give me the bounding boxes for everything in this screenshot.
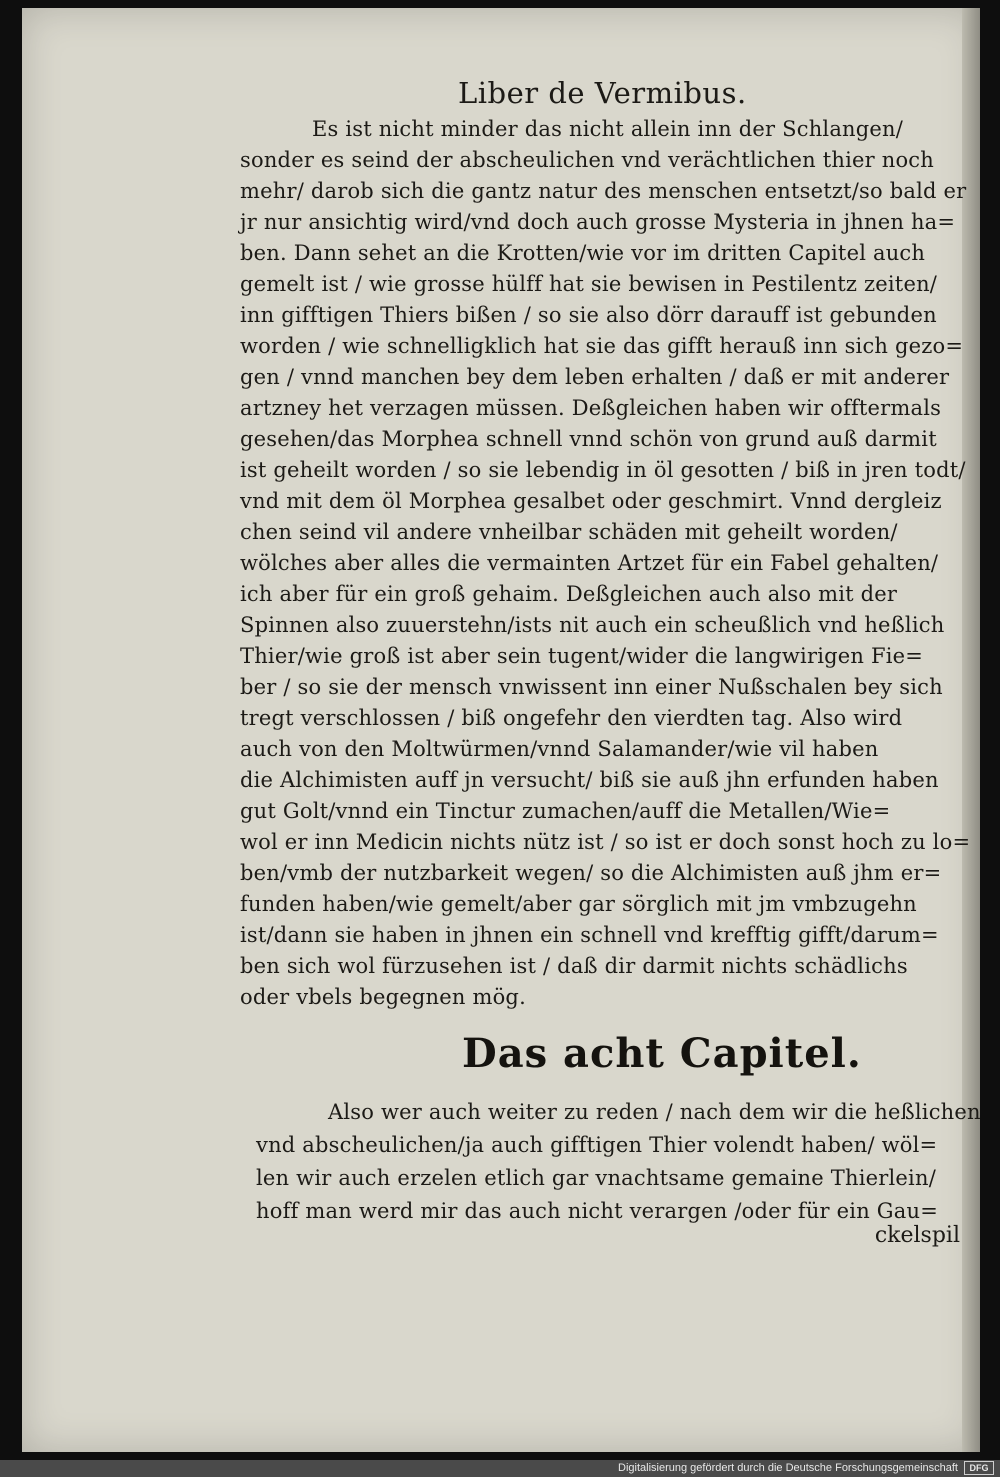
chapter-heading: Das acht Capitel. (462, 1030, 862, 1077)
chapter-paragraph (256, 1096, 981, 1228)
text-line: oder vbels begegnen mög. (240, 985, 526, 1009)
text-line: chen seind vil andere vnheilbar schäden mit geheilt worden/ (240, 520, 898, 544)
main-paragraph (240, 114, 970, 1013)
text-line: sonder es seind der abscheulichen vnd verächtlichen thier noch (240, 148, 934, 172)
text-line: vnd abscheulichen/ja auch gifftigen Thier volendt haben/ wöl= (256, 1133, 938, 1157)
text-line: inn gifftigen Thiers bißen / so sie also dörr darauff ist gebunden (240, 303, 937, 327)
text-line: gen / vnnd manchen bey dem leben erhalten / daß er mit anderer (240, 365, 950, 389)
text-line: auch von den Moltwürmen/vnnd Salamander/wie vil haben (240, 737, 879, 761)
text-line: ist/dann sie haben in jhnen ein schnell vnd krefftig gifft/darum= (240, 923, 939, 947)
text-line: hoff man werd mir das auch nicht verargen /oder für ein Gau= (256, 1199, 939, 1223)
text-line: worden / wie schnelligklich hat sie das gifft herauß inn sich gezo= (240, 334, 964, 358)
text-line: wölches aber alles die vermainten Artzet für ein Fabel gehalten/ (240, 551, 939, 575)
text-line: ben. Dann sehet an die Krotten/wie vor im dritten Capitel auch (240, 241, 926, 265)
text-line: ber / so sie der mensch vnwissent inn einer Nußschalen bey sich (240, 675, 943, 699)
text-line: mehr/ darob sich die gantz natur des menschen entsetzt/so bald er (240, 179, 967, 203)
text-line: ben sich wol fürzusehen ist / daß dir darmit nichts schädlichs (240, 954, 908, 978)
text-line: gesehen/das Morphea schnell vnnd schön von grund auß darmit (240, 427, 937, 451)
footer-credit: Digitalisierung gefördert durch die Deutsche Forschungsgemeinschaft (618, 1462, 958, 1474)
catchword: ckelspil (874, 1223, 960, 1248)
text-line: Spinnen also zuuerstehn/ists nit auch ein scheußlich vnd heßlich (240, 613, 945, 637)
text-line: Also wer auch weiter zu reden / nach dem wir die heßlichen (328, 1100, 981, 1124)
text-line: ist geheilt worden / so sie lebendig in öl gesotten / biß in jren todt/ (240, 458, 966, 482)
text-line: tregt verschlossen / biß ongefehr den vierdten tag. Also wird (240, 706, 903, 730)
text-line: funden haben/wie gemelt/aber gar sörglich mit jm vmbzugehn (240, 892, 917, 916)
text-line: Es ist nicht minder das nicht allein inn der Schlangen/ (312, 117, 904, 141)
text-line: jr nur ansichtig wird/vnd doch auch grosse Mysteria in jhnen ha= (240, 210, 956, 234)
text-line: wol er inn Medicin nichts nütz ist / so ist er doch sonst hoch zu lo= (240, 830, 971, 854)
text-line: len wir auch erzelen etlich gar vnachtsame gemaine Thierlein/ (256, 1166, 936, 1190)
text-line: gemelt ist / wie grosse hülff hat sie bewisen in Pestilentz zeiten/ (240, 272, 938, 296)
running-head: Liber de Vermibus. (458, 76, 747, 110)
dfg-logo: DFG (964, 1461, 994, 1475)
text-line: ich aber für ein groß gehaim. Deßgleichen auch also mit der (240, 582, 898, 606)
text-line: die Alchimisten auff jn versucht/ biß sie auß jhn erfunden haben (240, 768, 939, 792)
text-line: gut Golt/vnnd ein Tinctur zumachen/auff die Metallen/Wie= (240, 799, 891, 823)
text-line: ben/vmb der nutzbarkeit wegen/ so die Alchimisten auß jhm er= (240, 861, 942, 885)
text-line: vnd mit dem öl Morphea gesalbet oder geschmirt. Vnnd dergleiz (240, 489, 942, 513)
text-line: Thier/wie groß ist aber sein tugent/wider die langwirigen Fie= (240, 644, 924, 668)
text-line: artzney het verzagen müssen. Deßgleichen haben wir offtermals (240, 396, 942, 420)
